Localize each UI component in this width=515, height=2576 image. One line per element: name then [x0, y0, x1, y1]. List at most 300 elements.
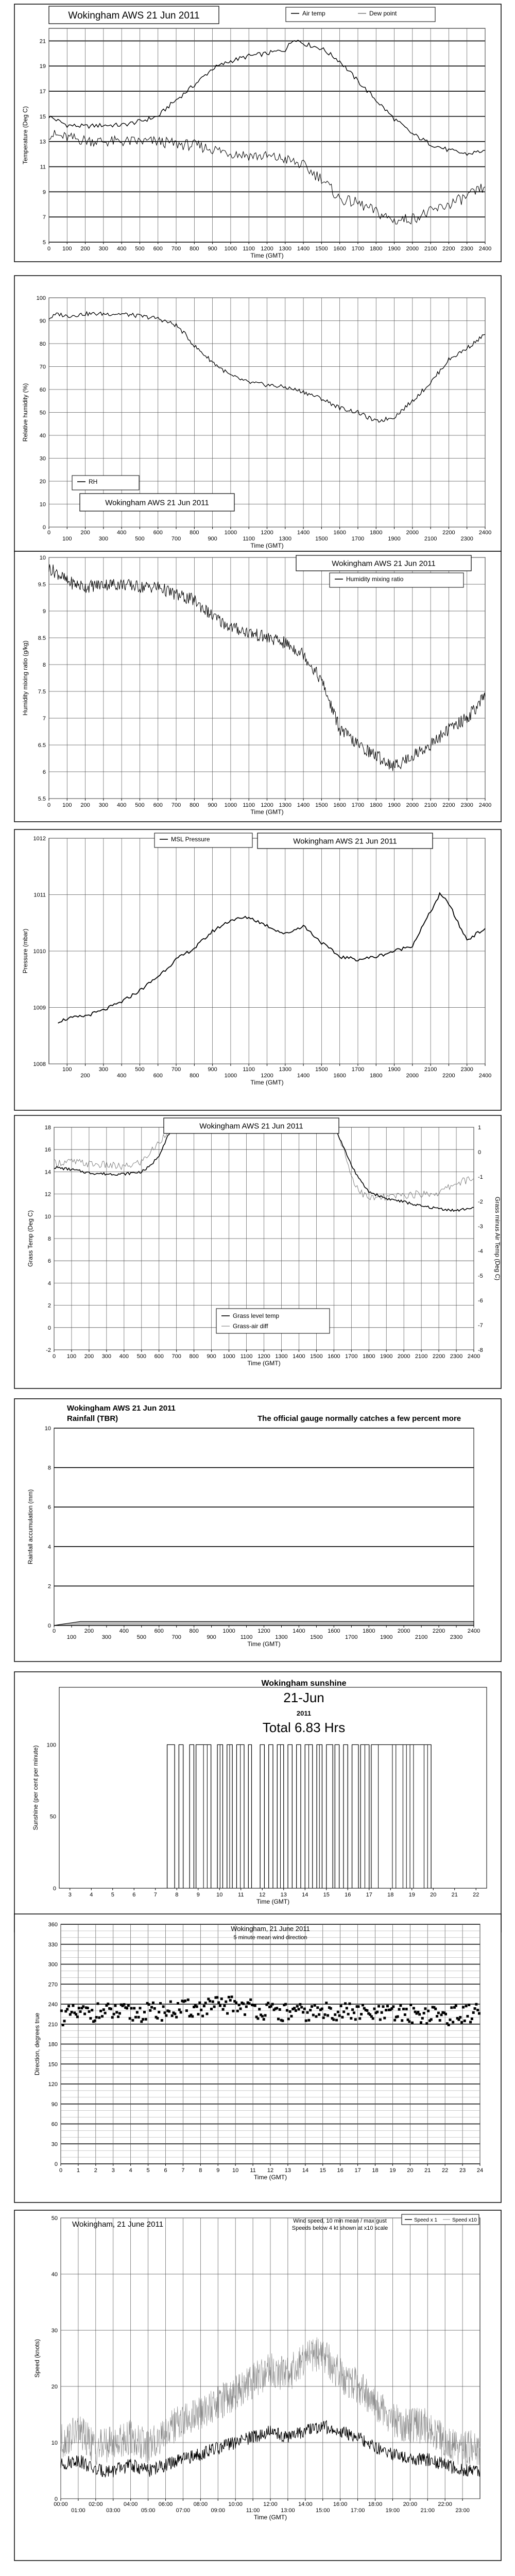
direction-point	[353, 2011, 355, 2014]
x-tick-label: 500	[135, 1066, 145, 1073]
y-tick-label: 20	[39, 479, 46, 485]
chart-title: Wokingham AWS 21 Jun 2011	[293, 837, 397, 846]
x-tick-label: 600	[153, 246, 163, 252]
y2-tick-label: 1	[478, 1125, 482, 1131]
y2-tick-label: -4	[478, 1248, 483, 1255]
sunshine-total: Total 6.83 Hrs	[262, 1720, 346, 1735]
y-axis-label: Rainfall accumulation (mm)	[27, 1489, 34, 1565]
direction-point	[75, 2013, 77, 2015]
x-tick-label: 400	[116, 802, 127, 808]
x-tick-label: 23:00	[455, 2507, 470, 2514]
x-tick-label: 2100	[424, 246, 437, 252]
direction-point	[180, 2011, 182, 2013]
x-tick-label: 4	[90, 1892, 93, 1898]
x-tick-label: 17	[354, 2167, 361, 2174]
direction-point	[401, 2019, 403, 2022]
x-tick-label: 14	[302, 2167, 308, 2174]
y2-tick-label: -8	[478, 1347, 483, 1353]
direction-point	[271, 2003, 274, 2006]
x-tick-label: 1000	[222, 1353, 235, 1360]
direction-point	[307, 2019, 310, 2022]
x-tick-label: 8	[199, 2167, 202, 2174]
direction-point	[315, 2015, 317, 2018]
x-tick-label: 21:00	[420, 2507, 435, 2514]
direction-point	[69, 2013, 72, 2016]
direction-point	[464, 2020, 466, 2022]
x-tick-label: 7	[181, 2167, 185, 2174]
x-tick-label: 20:00	[403, 2501, 418, 2507]
direction-point	[171, 2014, 174, 2017]
direction-point	[338, 2014, 341, 2017]
chart-title: Wokingham AWS 21 Jun 2011	[105, 498, 209, 507]
direction-point	[351, 2008, 354, 2011]
x-tick-label: 2300	[460, 246, 473, 252]
x-tick-label: 300	[101, 1353, 112, 1360]
direction-point	[261, 2015, 264, 2018]
direction-point	[226, 2012, 229, 2014]
x-tick-label: 10	[232, 2167, 239, 2174]
y2-axis-label: Grass minus Air Temp (Deg C)	[494, 1196, 501, 1281]
direction-point	[82, 2005, 84, 2008]
y-axis-label: Grass Temp (Deg C)	[27, 1210, 34, 1267]
direction-point	[258, 2008, 261, 2010]
x-tick-label: 1900	[388, 1066, 401, 1073]
direction-point	[184, 1999, 186, 2002]
y2-tick-label: -3	[478, 1224, 483, 1230]
x-tick-label: 2000	[406, 802, 419, 808]
direction-point	[393, 2019, 396, 2022]
x-tick-label: 1000	[224, 802, 237, 808]
x-tick-label: 2000	[397, 1353, 410, 1360]
direction-point	[448, 2024, 450, 2026]
direction-point	[220, 1997, 223, 2000]
direction-point	[249, 1998, 252, 2001]
direction-point	[296, 2005, 299, 2008]
sunshine-chart	[14, 1672, 501, 1932]
direction-point	[222, 2008, 225, 2011]
y-tick-label: 2	[47, 1302, 51, 1309]
x-tick-label: 2100	[415, 1634, 428, 1640]
chart-title: Wokingham, 21 June 2011	[231, 1925, 310, 1933]
y-tick-label: 80	[39, 341, 46, 347]
direction-point	[341, 2016, 344, 2019]
x-tick-label: 1000	[224, 530, 237, 536]
x-tick-label: 600	[154, 1628, 164, 1634]
direction-point	[337, 2011, 339, 2013]
y-tick-label: 1011	[33, 892, 46, 899]
x-tick-label: 0	[52, 1628, 56, 1634]
y-tick-label: 7.5	[38, 689, 46, 695]
direction-point	[102, 2008, 105, 2011]
y-axis-label: Pressure (mbar)	[22, 928, 29, 974]
x-tick-label: 22	[473, 1892, 479, 1898]
direction-point	[289, 2010, 291, 2013]
y-tick-label: 50	[51, 2215, 58, 2222]
y-tick-label: 14	[44, 1169, 51, 1176]
x-tick-label: 1300	[279, 802, 292, 808]
direction-point	[177, 2002, 179, 2005]
x-tick-label: 2200	[442, 530, 455, 536]
direction-point	[420, 2021, 422, 2024]
direction-point	[107, 2003, 109, 2005]
x-tick-label: 200	[80, 1073, 90, 1079]
direction-point	[311, 2005, 313, 2008]
x-tick-label: 1300	[275, 1353, 288, 1360]
x-tick-label: 1000	[224, 1073, 237, 1079]
direction-point	[229, 1999, 232, 2002]
chart-subtitle: Rainfall (TBR)	[67, 1414, 118, 1423]
x-tick-label: 3	[111, 2167, 115, 2174]
y-tick-label: 60	[39, 387, 46, 393]
direction-point	[290, 2015, 293, 2018]
x-tick-label: 200	[84, 1353, 94, 1360]
direction-point	[286, 2009, 288, 2012]
x-tick-label: 800	[190, 1073, 199, 1079]
x-tick-label: 9	[216, 2167, 220, 2174]
direction-point	[418, 2013, 421, 2015]
x-tick-label: 20	[430, 1892, 437, 1898]
direction-point	[413, 2007, 415, 2009]
direction-point	[449, 2019, 452, 2021]
x-tick-label: 1900	[388, 536, 401, 542]
direction-point	[450, 2006, 453, 2009]
x-tick-label: 800	[189, 1628, 199, 1634]
y-tick-label: 9	[42, 608, 46, 615]
x-tick-label: 14:00	[298, 2501, 313, 2507]
y-tick-label: 16	[44, 1147, 51, 1154]
direction-point	[386, 2005, 389, 2007]
y-tick-label: 70	[39, 364, 46, 370]
direction-point	[385, 2009, 387, 2011]
x-tick-label: 21	[451, 1892, 458, 1898]
x-tick-label: 16:00	[333, 2501, 348, 2507]
x-tick-label: 1800	[363, 1353, 375, 1360]
x-tick-label: 2400	[478, 1073, 492, 1079]
y-tick-label: 4	[47, 1280, 51, 1287]
x-tick-label: 02:00	[89, 2501, 103, 2507]
x-tick-label: 1200	[261, 802, 273, 808]
x-tick-label: 22:00	[438, 2501, 452, 2507]
direction-point	[156, 2017, 159, 2020]
direction-point	[342, 2010, 345, 2013]
y-tick-label: 360	[48, 1922, 58, 1928]
direction-point	[322, 2016, 325, 2019]
direction-point	[316, 2006, 319, 2009]
x-tick-label: 1700	[351, 246, 365, 252]
direction-point	[360, 2013, 363, 2015]
direction-point	[335, 2019, 338, 2021]
direction-point	[381, 2011, 383, 2014]
x-tick-label: 2100	[424, 1066, 437, 1073]
y-axis-label: Direction, degrees true	[33, 2012, 41, 2076]
direction-point	[67, 2005, 70, 2007]
x-tick-label: 12	[267, 2167, 274, 2174]
x-tick-label: 14	[302, 1892, 308, 1898]
direction-point	[89, 2017, 92, 2020]
direction-point	[314, 2004, 316, 2007]
x-tick-label: 1600	[328, 1353, 340, 1360]
direction-point	[425, 2022, 428, 2025]
direction-point	[232, 2010, 234, 2012]
pressure-chart	[14, 829, 501, 1110]
direction-point	[254, 2005, 256, 2007]
x-axis-label: Time (GMT)	[250, 252, 284, 259]
x-tick-label: 1300	[275, 1634, 288, 1640]
direction-point	[216, 1996, 218, 1998]
direction-point	[309, 2009, 312, 2011]
direction-point	[76, 2015, 79, 2018]
direction-point	[101, 2015, 104, 2018]
y-tick-label: 300	[48, 1961, 58, 1968]
x-tick-label: 400	[116, 1073, 127, 1079]
x-tick-label: 06:00	[158, 2501, 173, 2507]
direction-point	[276, 2007, 278, 2009]
chart-title: Wokingham, 21 June 2011	[72, 2220, 164, 2229]
x-tick-label: 8	[175, 1892, 179, 1898]
rainfall-area	[54, 1621, 474, 1625]
y-tick-label: 150	[48, 2061, 58, 2068]
x-tick-label: 1900	[380, 1353, 393, 1360]
y-tick-label: 30	[51, 2141, 58, 2148]
x-tick-label: 800	[190, 530, 199, 536]
direction-point	[198, 2002, 201, 2004]
x-tick-label: 23	[459, 2167, 466, 2174]
x-tick-label: 600	[154, 1353, 164, 1360]
direction-point	[330, 2007, 332, 2010]
direction-point	[123, 2003, 125, 2006]
x-tick-label: 2100	[415, 1353, 428, 1360]
y-tick-label: -2	[46, 1347, 51, 1353]
x-tick-label: 1900	[380, 1634, 393, 1640]
x-tick-label: 1800	[363, 1628, 375, 1634]
x-tick-label: 300	[98, 246, 109, 252]
y-tick-label: 8	[47, 1465, 51, 1471]
direction-point	[217, 2001, 220, 2004]
x-tick-label: 1600	[333, 1073, 346, 1079]
chart-note: Speeds below 4 kt shown at x10 scale	[291, 2225, 388, 2231]
y-tick-label: 11	[40, 164, 46, 171]
y-tick-label: 270	[48, 1981, 58, 1988]
x-tick-label: 1900	[388, 246, 401, 252]
direction-point	[78, 2007, 80, 2009]
x-tick-label: 400	[119, 1628, 129, 1634]
x-tick-label: 1100	[243, 536, 255, 542]
y-tick-label: 10	[44, 1426, 51, 1432]
x-tick-label: 1100	[240, 1634, 253, 1640]
y-tick-label: 180	[48, 2041, 58, 2048]
direction-point	[376, 2011, 379, 2013]
x-tick-label: 20	[407, 2167, 414, 2174]
legend-label: Speed x 1	[414, 2217, 438, 2223]
direction-point	[293, 2007, 296, 2009]
direction-point	[236, 2010, 239, 2012]
x-tick-label: 2200	[442, 246, 455, 252]
direction-point	[127, 2004, 130, 2007]
humidity-chart	[14, 276, 501, 551]
x-axis-label: Time (GMT)	[256, 1898, 290, 1905]
x-tick-label: 0	[47, 530, 51, 536]
direction-point	[87, 2007, 89, 2009]
y-tick-label: 21	[39, 38, 46, 45]
rainfall-chart	[14, 1399, 501, 1662]
x-tick-label: 18	[387, 1892, 394, 1898]
x-tick-label: 100	[66, 1353, 77, 1360]
direction-point	[94, 2020, 96, 2022]
direction-point	[168, 2010, 170, 2013]
x-tick-label: 1600	[333, 530, 346, 536]
x-tick-label: 2200	[432, 1353, 445, 1360]
x-tick-label: 400	[119, 1353, 129, 1360]
chart-subtitle: 5 minute mean wind direction	[233, 1935, 307, 1941]
direction-point	[430, 2018, 433, 2021]
y-tick-label: 50	[39, 410, 46, 416]
x-tick-label: 1800	[370, 1073, 383, 1079]
x-axis-label: Time (GMT)	[247, 1640, 281, 1648]
x-tick-label: 1600	[328, 1628, 340, 1634]
x-tick-label: 1200	[261, 1073, 273, 1079]
x-tick-label: 10	[216, 1892, 223, 1898]
y-tick-label: 15	[39, 113, 46, 120]
y-tick-label: 2	[47, 1583, 51, 1590]
y-tick-label: 20	[51, 2384, 58, 2390]
x-tick-label: 11	[250, 2167, 256, 2174]
direction-point	[468, 2004, 470, 2006]
x-tick-label: 700	[171, 802, 181, 808]
x-tick-label: 1800	[370, 802, 383, 808]
x-tick-label: 1	[76, 2167, 80, 2174]
x-tick-label: 1100	[243, 1066, 255, 1073]
x-tick-label: 9	[196, 1892, 200, 1898]
x-axis-label: Time (GMT)	[253, 2514, 287, 2521]
y-tick-label: 1012	[33, 836, 46, 842]
direction-point	[302, 2011, 304, 2013]
direction-point	[474, 2007, 476, 2010]
y-tick-label: 8	[42, 662, 46, 668]
wind-speed-chart	[14, 2210, 501, 2561]
direction-point	[397, 2015, 399, 2018]
x-tick-label: 01:00	[71, 2507, 85, 2514]
y2-tick-label: -1	[478, 1174, 483, 1180]
chart-annotation: The official gauge normally catches a few percent more	[258, 1414, 461, 1423]
x-tick-label: 12:00	[263, 2501, 278, 2507]
direction-point	[427, 2010, 430, 2012]
x-tick-label: 1300	[279, 246, 292, 252]
direction-point	[245, 2005, 248, 2008]
x-tick-label: 1500	[315, 536, 328, 542]
direction-point	[287, 2018, 290, 2020]
x-tick-label: 1500	[315, 802, 328, 808]
y-tick-label: 30	[39, 455, 46, 462]
x-tick-label: 0	[47, 246, 51, 252]
direction-point	[204, 2002, 207, 2004]
x-tick-label: 2400	[467, 1353, 480, 1360]
direction-point	[66, 2008, 68, 2010]
y-tick-label: 9.5	[38, 582, 46, 588]
direction-point	[138, 2016, 140, 2019]
direction-point	[362, 2004, 364, 2006]
direction-point	[104, 2012, 107, 2014]
x-tick-label: 800	[190, 246, 199, 252]
x-tick-label: 1500	[315, 1066, 328, 1073]
y-tick-label: 120	[48, 2081, 58, 2088]
direction-point	[185, 2009, 188, 2012]
direction-point	[60, 2009, 63, 2012]
y-tick-label: 100	[46, 1742, 56, 1749]
x-tick-label: 500	[135, 536, 145, 542]
x-tick-label: 900	[207, 1634, 216, 1640]
y2-tick-label: 0	[478, 1149, 482, 1156]
direction-point	[455, 2005, 457, 2007]
x-tick-label: 1100	[240, 1353, 253, 1360]
x-tick-label: 2300	[450, 1353, 463, 1360]
x-tick-label: 13	[284, 2167, 291, 2174]
x-tick-label: 600	[153, 802, 163, 808]
direction-point	[239, 2007, 242, 2010]
x-tick-label: 2000	[406, 246, 419, 252]
direction-point	[95, 2016, 98, 2019]
x-tick-label: 19	[389, 2167, 396, 2174]
y-axis-label: Humidity mixing ratio (g/kg)	[22, 640, 29, 716]
direction-point	[357, 2005, 359, 2008]
direction-point	[440, 2013, 443, 2016]
x-tick-label: 15	[323, 1892, 330, 1898]
x-tick-label: 05:00	[141, 2507, 156, 2514]
direction-point	[348, 2003, 351, 2005]
x-tick-label: 200	[80, 802, 90, 808]
legend-label: Air temp	[302, 10, 325, 17]
chart-title: Wokingham AWS 21 Jun 2011	[332, 559, 436, 568]
x-tick-label: 200	[80, 246, 90, 252]
direction-point	[377, 2005, 380, 2008]
direction-point	[162, 2005, 165, 2008]
direction-point	[223, 2005, 226, 2007]
x-tick-label: 15:00	[315, 2507, 330, 2514]
x-tick-label: 1900	[388, 802, 401, 808]
chart-title: Wokingham AWS 21 Jun 2011	[68, 10, 200, 21]
direction-point	[281, 2020, 284, 2022]
x-tick-label: 22	[442, 2167, 449, 2174]
direction-point	[152, 2002, 154, 2004]
direction-point	[402, 2008, 405, 2010]
legend-label: Dew point	[369, 10, 397, 17]
x-tick-label: 200	[80, 530, 90, 536]
x-tick-label: 300	[98, 1066, 109, 1073]
direction-point	[465, 2005, 468, 2007]
direction-point	[436, 2015, 438, 2018]
chart-title: Wokingham AWS 21 Jun 2011	[199, 1122, 303, 1131]
y-tick-label: 0	[47, 1325, 51, 1331]
x-tick-label: 2400	[478, 530, 492, 536]
direction-point	[164, 2011, 166, 2014]
direction-point	[379, 2019, 382, 2021]
x-tick-label: 2000	[397, 1628, 410, 1634]
legend-label: Speed x10	[452, 2217, 477, 2223]
y-tick-label: 1009	[33, 1005, 46, 1011]
direction-point	[83, 2012, 86, 2015]
x-tick-label: 1700	[345, 1634, 358, 1640]
y-tick-label: 18	[44, 1125, 51, 1131]
x-tick-label: 00:00	[54, 2501, 68, 2507]
temperature-chart	[14, 4, 501, 262]
x-tick-label: 13:00	[281, 2507, 295, 2514]
x-tick-label: 1700	[351, 802, 365, 808]
y-tick-label: 8	[47, 1236, 51, 1242]
x-tick-label: 2200	[432, 1628, 445, 1634]
x-tick-label: 1300	[279, 536, 292, 542]
x-tick-label: 1400	[293, 1628, 305, 1634]
direction-point	[225, 2001, 227, 2003]
y-tick-label: 40	[39, 433, 46, 439]
